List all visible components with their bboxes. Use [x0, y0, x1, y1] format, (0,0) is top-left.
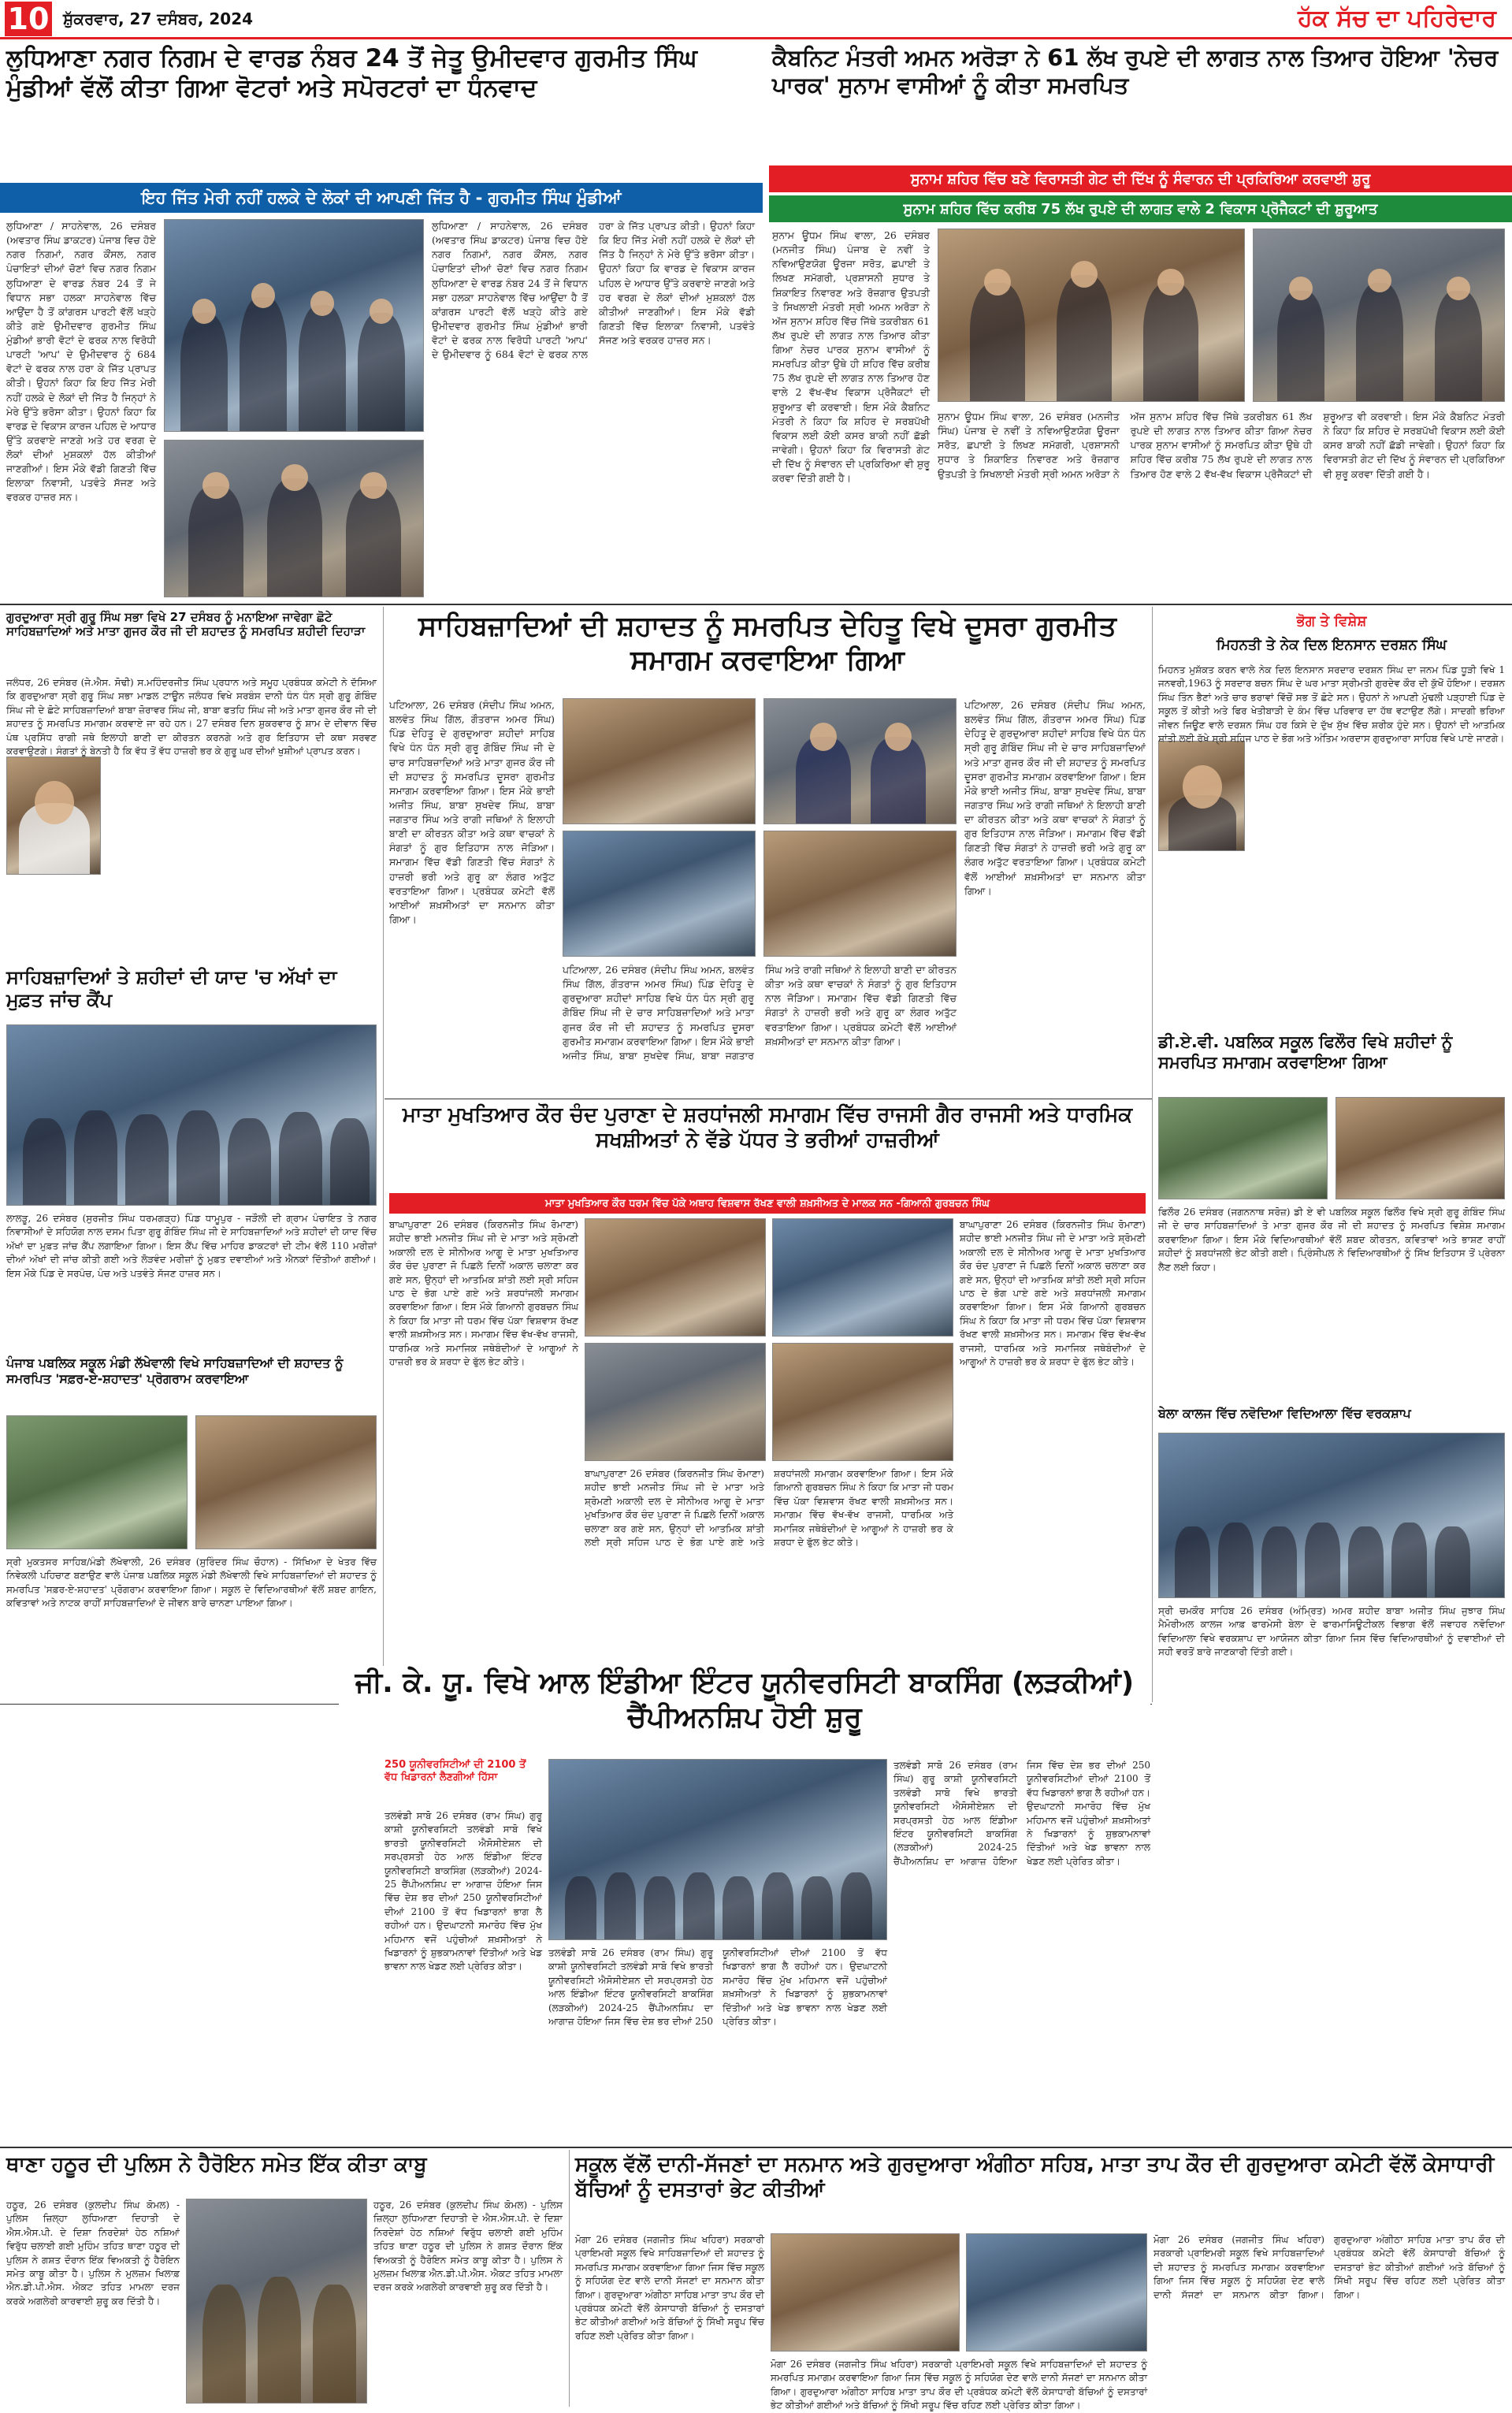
gku-body: ਤਲਵੰਡੀ ਸਾਬੋ 26 ਦਸੰਬਰ (ਰਾਮ ਸਿੰਘ) ਗੁਰੂ ਕਾਸ਼ੀ ਯੂਨੀਵਰਸਿਟੀ ਤਲਵੰਡੀ ਸਾਬੋ ਵਿਖੇ ਭਾਰਤੀ ਯੂਨੀਵਰਸਿਟੀ ਐਸੋਸੀਏਸ਼ਨ ਦੀ ਸਰਪ੍ਰਸਤੀ ਹੇਠ ਆਲ ਇੰਡੀਆ ਇੰਟਰ ਯੂਨੀਵਰਸਿਟੀ ਬਾਕਸਿੰਗ (ਲੜਕੀਆਂ) 2024-25 ਚੈਂਪੀਅਨਸ਼ਿਪ ਦਾ ਆਗਾਜ਼ ਹੋਇਆ ਜਿਸ ਵਿੱਚ ਦੇਸ਼ ਭਰ ਦੀਆਂ 250 ਯੂਨੀਵਰਸਿਟੀਆਂ ਦੀਆਂ 2100 ਤੋਂ ਵੱਧ ਖਿਡਾਰਨਾਂ ਭਾਗ ਲੈ ਰਹੀਆਂ ਹਨ। ਉਦਘਾਟਨੀ ਸਮਾਰੋਹ ਵਿੱਚ ਮੁੱਖ ਮਹਿਮਾਨ ਵਜੋਂ ਪਹੁੰਚੀਆਂ ਸ਼ਖ਼ਸੀਅਤਾਂ ਨੇ ਖਿਡਾਰਨਾਂ ਨੂੰ ਸ਼ੁਭਕਾਮਨਾਵਾਂ ਦਿੱਤੀਆਂ ਅਤੇ ਖੇਡ ਭਾਵਨਾ ਨਾਲ ਖੇਡਣ ਲਈ ਪ੍ਰੇਰਿਤ ਕੀਤਾ।: [385, 1810, 542, 1972]
mata-photo-1: [585, 1218, 766, 1337]
school-turban-body: ਮੋਗਾ 26 ਦਸੰਬਰ (ਜਗਜੀਤ ਸਿੰਘ ਖਹਿਰਾ) ਸਰਕਾਰੀ ਪ੍ਰਾਇਮਰੀ ਸਕੂਲ ਵਿਖੇ ਸਾਹਿਬਜ਼ਾਦਿਆਂ ਦੀ ਸ਼ਹਾਦਤ ਨੂੰ ਸਮਰਪਿਤ ਸਮਾਗਮ ਕਰਵਾਇਆ ਗਿਆ ਜਿਸ ਵਿੱਚ ਸਕੂਲ ਨੂੰ ਸਹਿਯੋਗ ਦੇਣ ਵਾਲੇ ਦਾਨੀ ਸੱਜਣਾਂ ਦਾ ਸਨਮਾਨ ਕੀਤਾ ਗਿਆ। ਗੁਰਦੁਆਰਾ ਅੰਗੀਠਾ ਸਾਹਿਬ ਮਾਤਾ ਤਾਪ ਕੌਰ ਦੀ ਪ੍ਰਬੰਧਕ ਕਮੇਟੀ ਵੱਲੋਂ ਕੇਸਾਧਾਰੀ ਬੱਚਿਆਂ ਨੂੰ ਦਸਤਾਰਾਂ ਭੇਟ ਕੀਤੀਆਂ ਗਈਆਂ ਅਤੇ ਬੱਚਿਆਂ ਨੂੰ ਸਿੱਖੀ ਸਰੂਪ ਵਿੱਚ ਰਹਿਣ ਲਈ ਪ੍ਰੇਰਿਤ ਕੀਤਾ ਗਿਆ।: [575, 2234, 764, 2341]
bhog-label: ਭੋਗ ਤੇ ਵਿਸ਼ੇਸ਼: [1296, 613, 1367, 630]
sahibzade-body: ਪਟਿਆਲਾ, 26 ਦਸੰਬਰ (ਸੰਦੀਪ ਸਿੰਘ ਅਮਨ, ਬਲਵੰਤ ਸਿੰਘ ਗਿੱਲ, ਗੌਤਰਾਜ ਅਮਰ ਸਿੰਘ) ਪਿੰਡ ਦੇਹਿਤੂ ਦੇ ਗੁਰਦੁਆਰਾ ਸ਼ਹੀਦਾਂ ਸਾਹਿਬ ਵਿਖੇ ਧੰਨ ਧੰਨ ਸ੍ਰੀ ਗੁਰੂ ਗੋਬਿੰਦ ਸਿੰਘ ਜੀ ਦੇ ਚਾਰ ਸਾਹਿਬਜ਼ਾਦਿਆਂ ਅਤੇ ਮਾਤਾ ਗੁਜਰ ਕੌਰ ਜੀ ਦੀ ਸ਼ਹਾਦਤ ਨੂੰ ਸਮਰਪਿਤ ਦੂਸਰਾ ਗੁਰਮੀਤ ਸਮਾਗਮ ਕਰਵਾਇਆ ਗਿਆ। ਇਸ ਮੌਕੇ ਭਾਈ ਅਜੀਤ ਸਿੰਘ, ਬਾਬਾ ਸੁਖਦੇਵ ਸਿੰਘ, ਬਾਬਾ ਜਗਤਾਰ ਸਿੰਘ ਅਤੇ ਰਾਗੀ ਜਥਿਆਂ ਨੇ ਇਲਾਹੀ ਬਾਣੀ ਦਾ ਕੀਰਤਨ ਕੀਤਾ ਅਤੇ ਕਥਾ ਵਾਚਕਾਂ ਨੇ ਸੰਗਤਾਂ ਨੂੰ ਗੁਰ ਇਤਿਹਾਸ ਨਾਲ ਜੋੜਿਆ। ਸਮਾਗਮ ਵਿੱਚ ਵੱਡੀ ਗਿਣਤੀ ਵਿੱਚ ਸੰਗਤਾਂ ਨੇ ਹਾਜ਼ਰੀ ਭਰੀ ਅਤੇ ਗੁਰੂ ਕਾ ਲੰਗਰ ਅਤੁੱਟ ਵਰਤਾਇਆ ਗਿਆ। ਪ੍ਰਬੰਧਕ ਕਮੇਟੀ ਵੱਲੋਂ ਆਈਆਂ ਸ਼ਖ਼ਸੀਅਤਾਂ ਦਾ ਸਨਮਾਨ ਕੀਤਾ ਗਿਆ।: [389, 699, 555, 925]
gku-body-3: ਤਲਵੰਡੀ ਸਾਬੋ 26 ਦਸੰਬਰ (ਰਾਮ ਸਿੰਘ) ਗੁਰੂ ਕਾਸ਼ੀ ਯੂਨੀਵਰਸਿਟੀ ਤਲਵੰਡੀ ਸਾਬੋ ਵਿਖੇ ਭਾਰਤੀ ਯੂਨੀਵਰਸਿਟੀ ਐਸੋਸੀਏਸ਼ਨ ਦੀ ਸਰਪ੍ਰਸਤੀ ਹੇਠ ਆਲ ਇੰਡੀਆ ਇੰਟਰ ਯੂਨੀਵਰਸਿਟੀ ਬਾਕਸਿੰਗ (ਲੜਕੀਆਂ) 2024-25 ਚੈਂਪੀਅਨਸ਼ਿਪ ਦਾ ਆਗਾਜ਼ ਹੋਇਆ ਜਿਸ ਵਿੱਚ ਦੇਸ਼ ਭਰ ਦੀਆਂ 250 ਯੂਨੀਵਰਸਿਟੀਆਂ ਦੀਆਂ 2100 ਤੋਂ ਵੱਧ ਖਿਡਾਰਨਾਂ ਭਾਗ ਲੈ ਰਹੀਆਂ ਹਨ। ਉਦਘਾਟਨੀ ਸਮਾਰੋਹ ਵਿੱਚ ਮੁੱਖ ਮਹਿਮਾਨ ਵਜੋਂ ਪਹੁੰਚੀਆਂ ਸ਼ਖ਼ਸੀਅਤਾਂ ਨੇ ਖਿਡਾਰਨਾਂ ਨੂੰ ਸ਼ੁਭਕਾਮਨਾਵਾਂ ਦਿੱਤੀਆਂ ਅਤੇ ਖੇਡ ਭਾਵਨਾ ਨਾਲ ਖੇਡਣ ਲਈ ਪ੍ਰੇਰਿਤ ਕੀਤਾ।: [893, 1760, 1150, 1867]
cabinet-subhead-2: ਸੁਨਾਮ ਸ਼ਹਿਰ ਵਿੱਚ ਕਰੀਬ 75 ਲੱਖ ਰੁਪਏ ਦੀ ਲਾਗਤ ਵਾਲੇ 2 ਵਿਕਾਸ ਪ੍ਰੋਜੈਕਟਾਂ ਦੀ ਸ਼ੁਰੂਆਤ: [769, 195, 1512, 222]
paper-name: ਹੱਕ ਸੱਚ ਦਾ ਪਹਿਰੇਦਾਰ: [1298, 5, 1496, 32]
sahibzade-body-2: ਪਟਿਆਲਾ, 26 ਦਸੰਬਰ (ਸੰਦੀਪ ਸਿੰਘ ਅਮਨ, ਬਲਵੰਤ ਸਿੰਘ ਗਿੱਲ, ਗੌਤਰਾਜ ਅਮਰ ਸਿੰਘ) ਪਿੰਡ ਦੇਹਿਤੂ ਦੇ ਗੁਰਦੁਆਰਾ ਸ਼ਹੀਦਾਂ ਸਾਹਿਬ ਵਿਖੇ ਧੰਨ ਧੰਨ ਸ੍ਰੀ ਗੁਰੂ ਗੋਬਿੰਦ ਸਿੰਘ ਜੀ ਦੇ ਚਾਰ ਸਾਹਿਬਜ਼ਾਦਿਆਂ ਅਤੇ ਮਾਤਾ ਗੁਜਰ ਕੌਰ ਜੀ ਦੀ ਸ਼ਹਾਦਤ ਨੂੰ ਸਮਰਪਿਤ ਦੂਸਰਾ ਗੁਰਮੀਤ ਸਮਾਗਮ ਕਰਵਾਇਆ ਗਿਆ। ਇਸ ਮੌਕੇ ਭਾਈ ਅਜੀਤ ਸਿੰਘ, ਬਾਬਾ ਸੁਖਦੇਵ ਸਿੰਘ, ਬਾਬਾ ਜਗਤਾਰ ਸਿੰਘ ਅਤੇ ਰਾਗੀ ਜਥਿਆਂ ਨੇ ਇਲਾਹੀ ਬਾਣੀ ਦਾ ਕੀਰਤਨ ਕੀਤਾ ਅਤੇ ਕਥਾ ਵਾਚਕਾਂ ਨੇ ਸੰਗਤਾਂ ਨੂੰ ਗੁਰ ਇਤਿਹਾਸ ਨਾਲ ਜੋੜਿਆ। ਸਮਾਗਮ ਵਿੱਚ ਵੱਡੀ ਗਿਣਤੀ ਵਿੱਚ ਸੰਗਤਾਂ ਨੇ ਹਾਜ਼ਰੀ ਭਰੀ ਅਤੇ ਗੁਰੂ ਕਾ ਲੰਗਰ ਅਤੁੱਟ ਵਰਤਾਇਆ ਗਿਆ। ਪ੍ਰਬੰਧਕ ਕਮੇਟੀ ਵੱਲੋਂ ਆਈਆਂ ਸ਼ਖ਼ਸੀਅਤਾਂ ਦਾ ਸਨਮਾਨ ਕੀਤਾ ਗਿਆ।: [563, 964, 957, 1061]
sahibzade-body-3: ਪਟਿਆਲਾ, 26 ਦਸੰਬਰ (ਸੰਦੀਪ ਸਿੰਘ ਅਮਨ, ਬਲਵੰਤ ਸਿੰਘ ਗਿੱਲ, ਗੌਤਰਾਜ ਅਮਰ ਸਿੰਘ) ਪਿੰਡ ਦੇਹਿਤੂ ਦੇ ਗੁਰਦੁਆਰਾ ਸ਼ਹੀਦਾਂ ਸਾਹਿਬ ਵਿਖੇ ਧੰਨ ਧੰਨ ਸ੍ਰੀ ਗੁਰੂ ਗੋਬਿੰਦ ਸਿੰਘ ਜੀ ਦੇ ਚਾਰ ਸਾਹਿਬਜ਼ਾਦਿਆਂ ਅਤੇ ਮਾਤਾ ਗੁਜਰ ਕੌਰ ਜੀ ਦੀ ਸ਼ਹਾਦਤ ਨੂੰ ਸਮਰਪਿਤ ਦੂਸਰਾ ਗੁਰਮੀਤ ਸਮਾਗਮ ਕਰਵਾਇਆ ਗਿਆ। ਇਸ ਮੌਕੇ ਭਾਈ ਅਜੀਤ ਸਿੰਘ, ਬਾਬਾ ਸੁਖਦੇਵ ਸਿੰਘ, ਬਾਬਾ ਜਗਤਾਰ ਸਿੰਘ ਅਤੇ ਰਾਗੀ ਜਥਿਆਂ ਨੇ ਇਲਾਹੀ ਬਾਣੀ ਦਾ ਕੀਰਤਨ ਕੀਤਾ ਅਤੇ ਕਥਾ ਵਾਚਕਾਂ ਨੇ ਸੰਗਤਾਂ ਨੂੰ ਗੁਰ ਇਤਿਹਾਸ ਨਾਲ ਜੋੜਿਆ। ਸਮਾਗਮ ਵਿੱਚ ਵੱਡੀ ਗਿਣਤੀ ਵਿੱਚ ਸੰਗਤਾਂ ਨੇ ਹਾਜ਼ਰੀ ਭਰੀ ਅਤੇ ਗੁਰੂ ਕਾ ਲੰਗਰ ਅਤੁੱਟ ਵਰਤਾਇਆ ਗਿਆ। ਪ੍ਰਬੰਧਕ ਕਮੇਟੀ ਵੱਲੋਂ ਆਈਆਂ ਸ਼ਖ਼ਸੀਅਤਾਂ ਦਾ ਸਨਮਾਨ ਕੀਤਾ ਗਿਆ।: [964, 699, 1146, 897]
punjab-school-photo-2: [195, 1415, 377, 1549]
eye-camp-body: ਲਾਲੜੂ, 26 ਦਸੰਬਰ (ਸੁਰਜੀਤ ਸਿੰਘ ਧਰਮਗੜ੍ਹ) ਪਿੰਡ ਧਾਮੂਪੁਰ - ਜੜੌਲੀ ਦੀ ਗ੍ਰਾਮ ਪੰਚਾਇਤ ਤੇ ਨਗਰ ਨਿਵਾਸੀਆਂ ਦੇ ਸਹਿਯੋਗ ਨਾਲ ਦਸਮ ਪਿਤਾ ਗੁਰੂ ਗੋਬਿੰਦ ਸਿੰਘ ਜੀ ਦੇ ਸਾਹਿਬਜ਼ਾਦਿਆਂ ਅਤੇ ਸ਼ਹੀਦਾਂ ਦੀ ਯਾਦ ਵਿੱਚ ਅੱਖਾਂ ਦਾ ਮੁਫ਼ਤ ਜਾਂਚ ਕੈਂਪ ਲਗਾਇਆ ਗਿਆ। ਇਸ ਕੈਂਪ ਵਿੱਚ ਮਾਹਿਰ ਡਾਕਟਰਾਂ ਦੀ ਟੀਮ ਵੱਲੋਂ 110 ਮਰੀਜ਼ਾਂ ਦੀਆਂ ਅੱਖਾਂ ਦੀ ਜਾਂਚ ਕੀਤੀ ਗਈ ਅਤੇ ਲੋੜਵੰਦ ਮਰੀਜ਼ਾਂ ਨੂੰ ਮੁਫ਼ਤ ਦਵਾਈਆਂ ਅਤੇ ਐਨਕਾਂ ਦਿੱਤੀਆਂ ਗਈਆਂ। ਇਸ ਮੌਕੇ ਪਿੰਡ ਦੇ ਸਰਪੰਚ, ਪੰਚ ਅਤੇ ਪਤਵੰਤੇ ਸੱਜਣ ਹਾਜ਼ਰ ਸਨ।: [6, 1213, 377, 1279]
mata-photo-3: [772, 1218, 953, 1337]
dav-photo-1: [1158, 1097, 1328, 1199]
gku-body-2: ਤਲਵੰਡੀ ਸਾਬੋ 26 ਦਸੰਬਰ (ਰਾਮ ਸਿੰਘ) ਗੁਰੂ ਕਾਸ਼ੀ ਯੂਨੀਵਰਸਿਟੀ ਤਲਵੰਡੀ ਸਾਬੋ ਵਿਖੇ ਭਾਰਤੀ ਯੂਨੀਵਰਸਿਟੀ ਐਸੋਸੀਏਸ਼ਨ ਦੀ ਸਰਪ੍ਰਸਤੀ ਹੇਠ ਆਲ ਇੰਡੀਆ ਇੰਟਰ ਯੂਨੀਵਰਸਿਟੀ ਬਾਕਸਿੰਗ (ਲੜਕੀਆਂ) 2024-25 ਚੈਂਪੀਅਨਸ਼ਿਪ ਦਾ ਆਗਾਜ਼ ਹੋਇਆ ਜਿਸ ਵਿੱਚ ਦੇਸ਼ ਭਰ ਦੀਆਂ 250 ਯੂਨੀਵਰਸਿਟੀਆਂ ਦੀਆਂ 2100 ਤੋਂ ਵੱਧ ਖਿਡਾਰਨਾਂ ਭਾਗ ਲੈ ਰਹੀਆਂ ਹਨ। ਉਦਘਾਟਨੀ ਸਮਾਰੋਹ ਵਿੱਚ ਮੁੱਖ ਮਹਿਮਾਨ ਵਜੋਂ ਪਹੁੰਚੀਆਂ ਸ਼ਖ਼ਸੀਅਤਾਂ ਨੇ ਖਿਡਾਰਨਾਂ ਨੂੰ ਸ਼ੁਭਕਾਮਨਾਵਾਂ ਦਿੱਤੀਆਂ ਅਤੇ ਖੇਡ ਭਾਵਨਾ ਨਾਲ ਖੇਡਣ ਲਈ ਪ੍ਰੇਰਿਤ ਕੀਤਾ।: [548, 1947, 887, 2027]
ludhiana-photo-1: [164, 219, 424, 432]
sahibzade-photo-4: [763, 831, 957, 957]
dav-photo-2: [1336, 1097, 1505, 1199]
eye-camp-headline: ਸਾਹਿਬਜ਼ਾਦਿਆਂ ਤੇ ਸ਼ਹੀਦਾਂ ਦੀ ਯਾਦ 'ਚ ਅੱਖਾਂ ਦਾ ਮੁਫ਼ਤ ਜਾਂਚ ਕੈਂਪ: [6, 966, 337, 1012]
school-turban-body-3: ਮੋਗਾ 26 ਦਸੰਬਰ (ਜਗਜੀਤ ਸਿੰਘ ਖਹਿਰਾ) ਸਰਕਾਰੀ ਪ੍ਰਾਇਮਰੀ ਸਕੂਲ ਵਿਖੇ ਸਾਹਿਬਜ਼ਾਦਿਆਂ ਦੀ ਸ਼ਹਾਦਤ ਨੂੰ ਸਮਰਪਿਤ ਸਮਾਗਮ ਕਰਵਾਇਆ ਗਿਆ ਜਿਸ ਵਿੱਚ ਸਕੂਲ ਨੂੰ ਸਹਿਯੋਗ ਦੇਣ ਵਾਲੇ ਦਾਨੀ ਸੱਜਣਾਂ ਦਾ ਸਨਮਾਨ ਕੀਤਾ ਗਿਆ। ਗੁਰਦੁਆਰਾ ਅੰਗੀਠਾ ਸਾਹਿਬ ਮਾਤਾ ਤਾਪ ਕੌਰ ਦੀ ਪ੍ਰਬੰਧਕ ਕਮੇਟੀ ਵੱਲੋਂ ਕੇਸਾਧਾਰੀ ਬੱਚਿਆਂ ਨੂੰ ਦਸਤਾਰਾਂ ਭੇਟ ਕੀਤੀਆਂ ਗਈਆਂ ਅਤੇ ਬੱਚਿਆਂ ਨੂੰ ਸਿੱਖੀ ਸਰੂਪ ਵਿੱਚ ਰਹਿਣ ਲਈ ਪ੍ਰੇਰਿਤ ਕੀਤਾ ਗਿਆ।: [1154, 2234, 1505, 2300]
school-turban-photo-1: [771, 2233, 960, 2352]
school-turban-photo-2: [966, 2233, 1147, 2352]
eye-camp-photo: [6, 1024, 377, 1206]
ludhiana-body-2: ਲੁਧਿਆਣਾ / ਸਾਹਨੇਵਾਲ, 26 ਦਸੰਬਰ (ਅਵਤਾਰ ਸਿੰਘ ਡਾਕਟਰ) ਪੰਜਾਬ ਵਿਚ ਹੋਏ ਨਗਰ ਨਿਗਮਾਂ, ਨਗਰ ਕੌਂਸਲ, ਨਗਰ ਪੰਚਾਇਤਾਂ ਦੀਆਂ ਚੋਣਾਂ ਵਿਚ ਨਗਰ ਨਿਗਮ ਲੁਧਿਆਣਾ ਦੇ ਵਾਰਡ ਨੰਬਰ 24 ਤੋਂ ਜੇ ਵਿਧਾਨ ਸਭਾ ਹਲਕਾ ਸਾਹਨੇਵਾਲ ਵਿੱਚ ਆਉਂਦਾ ਹੈ ਤੋਂ ਕਾਂਗਰਸ ਪਾਰਟੀ ਵੱਲੋਂ ਖੜ੍ਹੇ ਕੀਤੇ ਗਏ ਉਮੀਦਵਾਰ ਗੁਰਮੀਤ ਸਿੰਘ ਮੁੰਡੀਆਂ ਭਾਰੀ ਵੋਟਾਂ ਦੇ ਫਰਕ ਨਾਲ ਵਿਰੋਧੀ ਪਾਰਟੀ 'ਆਪ' ਦੇ ਉਮੀਦਵਾਰ ਨੂੰ 684 ਵੋਟਾਂ ਦੇ ਫਰਕ ਨਾਲ ਹਰਾ ਕੇ ਜਿੱਤ ਪ੍ਰਾਪਤ ਕੀਤੀ। ਉਹਨਾਂ ਕਿਹਾ ਕਿ ਇਹ ਜਿੱਤ ਮੇਰੀ ਨਹੀਂ ਹਲਕੇ ਦੇ ਲੋਕਾਂ ਦੀ ਜਿੱਤ ਹੈ ਜਿਨ੍ਹਾਂ ਨੇ ਮੇਰੇ ਉੱਤੇ ਭਰੋਸਾ ਕੀਤਾ। ਉਹਨਾਂ ਕਿਹਾ ਕਿ ਵਾਰਡ ਦੇ ਵਿਕਾਸ ਕਾਰਜ ਪਹਿਲ ਦੇ ਆਧਾਰ ਉੱਤੇ ਕਰਵਾਏ ਜਾਣਗੇ ਅਤੇ ਹਰ ਵਰਗ ਦੇ ਲੋਕਾਂ ਦੀਆਂ ਮੁਸ਼ਕਲਾਂ ਹੱਲ ਕੀਤੀਆਂ ਜਾਣਗੀਆਂ। ਇਸ ਮੌਕੇ ਵੱਡੀ ਗਿਣਤੀ ਵਿੱਚ ਇਲਾਕਾ ਨਿਵਾਸੀ, ਪਤਵੰਤੇ ਸੱਜਣ ਅਤੇ ਵਰਕਰ ਹਾਜ਼ਰ ਸਨ।: [432, 220, 755, 361]
gku-photo: [548, 1759, 887, 1940]
page-number: 10: [5, 2, 52, 36]
school-turban-body-2: ਮੋਗਾ 26 ਦਸੰਬਰ (ਜਗਜੀਤ ਸਿੰਘ ਖਹਿਰਾ) ਸਰਕਾਰੀ ਪ੍ਰਾਇਮਰੀ ਸਕੂਲ ਵਿਖੇ ਸਾਹਿਬਜ਼ਾਦਿਆਂ ਦੀ ਸ਼ਹਾਦਤ ਨੂੰ ਸਮਰਪਿਤ ਸਮਾਗਮ ਕਰਵਾਇਆ ਗਿਆ ਜਿਸ ਵਿੱਚ ਸਕੂਲ ਨੂੰ ਸਹਿਯੋਗ ਦੇਣ ਵਾਲੇ ਦਾਨੀ ਸੱਜਣਾਂ ਦਾ ਸਨਮਾਨ ਕੀਤਾ ਗਿਆ। ਗੁਰਦੁਆਰਾ ਅੰਗੀਠਾ ਸਾਹਿਬ ਮਾਤਾ ਤਾਪ ਕੌਰ ਦੀ ਪ੍ਰਬੰਧਕ ਕਮੇਟੀ ਵੱਲੋਂ ਕੇਸਾਧਾਰੀ ਬੱਚਿਆਂ ਨੂੰ ਦਸਤਾਰਾਂ ਭੇਟ ਕੀਤੀਆਂ ਗਈਆਂ ਅਤੇ ਬੱਚਿਆਂ ਨੂੰ ਸਿੱਖੀ ਸਰੂਪ ਵਿੱਚ ਰਹਿਣ ਲਈ ਪ੍ਰੇਰਿਤ ਕੀਤਾ ਗਿਆ।: [771, 2359, 1147, 2411]
bela-photo: [1158, 1433, 1505, 1598]
gurdwara-body: ਜਲੰਧਰ, 26 ਦਸੰਬਰ (ਜੇ.ਐਸ. ਸੋਢੀ) ਸ.ਮਹਿੰਦਰਜੀਤ ਸਿੰਘ ਪ੍ਰਧਾਨ ਅਤੇ ਸਮੂਹ ਪ੍ਰਬੰਧਕ ਕਮੇਟੀ ਨੇ ਦੱਸਿਆ ਕਿ ਗੁਰਦੁਆਰਾ ਸ੍ਰੀ ਗੁਰੂ ਸਿੰਘ ਸਭਾ ਮਾਡਲ ਟਾਊਨ ਜਲੰਧਰ ਵਿਖੇ ਸਰਬੰਸ ਦਾਨੀ ਧੰਨ ਧੰਨ ਸ੍ਰੀ ਗੁਰੂ ਗੋਬਿੰਦ ਸਿੰਘ ਜੀ ਦੇ ਛੋਟੇ ਸਾਹਿਬਜ਼ਾਦਿਆਂ ਬਾਬਾ ਜ਼ੋਰਾਵਰ ਸਿੰਘ ਜੀ, ਬਾਬਾ ਫਤਹਿ ਸਿੰਘ ਜੀ ਅਤੇ ਮਾਤਾ ਗੁਜਰ ਕੌਰ ਜੀ ਦੀ ਸ਼ਹਾਦਤ ਨੂੰ ਸਮਰਪਿਤ ਸਮਾਗਮ ਕਰਵਾਏ ਜਾ ਰਹੇ ਹਨ। 27 ਦਸੰਬਰ ਦਿਨ ਸ਼ੁਕਰਵਾਰ ਨੂੰ ਸ਼ਾਮ ਦੇ ਦੀਵਾਨ ਵਿੱਚ ਪੰਥ ਪ੍ਰਸਿੱਧ ਰਾਗੀ ਜਥੇ ਇਲਾਹੀ ਬਾਣੀ ਦਾ ਕੀਰਤਨ ਕਰਨਗੇ ਅਤੇ ਗੁਰ ਇਤਿਹਾਸ ਦੀ ਕਥਾ ਸਰਵਣ ਕਰਵਾਉਣਗੇ। ਸੰਗਤਾਂ ਨੂੰ ਬੇਨਤੀ ਹੈ ਕਿ ਵੱਧ ਤੋਂ ਵੱਧ ਹਾਜ਼ਰੀ ਭਰ ਕੇ ਗੁਰੂ ਘਰ ਦੀਆਂ ਖੁਸ਼ੀਆਂ ਪ੍ਰਾਪਤ ਕਰਨ।: [6, 677, 377, 757]
mata-body: ਬਾਘਾਪੁਰਾਣਾ 26 ਦਸੰਬਰ (ਕਿਰਨਜੀਤ ਸਿੰਘ ਰੋਮਾਣਾ) ਸ਼ਹੀਦ ਭਾਈ ਮਨਜੀਤ ਸਿੰਘ ਜੀ ਦੇ ਮਾਤਾ ਅਤੇ ਸ਼੍ਰੋਮਣੀ ਅਕਾਲੀ ਦਲ ਦੇ ਸੀਨੀਅਰ ਆਗੂ ਦੇ ਮਾਤਾ ਮੁਖਤਿਆਰ ਕੌਰ ਚੰਦ ਪੁਰਾਣਾ ਜੋ ਪਿਛਲੇ ਦਿਨੀਂ ਅਕਾਲ ਚਲਾਣਾ ਕਰ ਗਏ ਸਨ, ਉਨ੍ਹਾਂ ਦੀ ਆਤਮਿਕ ਸ਼ਾਂਤੀ ਲਈ ਸ੍ਰੀ ਸਹਿਜ ਪਾਠ ਦੇ ਭੋਗ ਪਾਏ ਗਏ ਅਤੇ ਸ਼ਰਧਾਂਜਲੀ ਸਮਾਗਮ ਕਰਵਾਇਆ ਗਿਆ। ਇਸ ਮੌਕੇ ਗਿਆਨੀ ਗੁਰਬਚਨ ਸਿੰਘ ਨੇ ਕਿਹਾ ਕਿ ਮਾਤਾ ਜੀ ਧਰਮ ਵਿੱਚ ਪੱਕਾ ਵਿਸ਼ਵਾਸ ਰੱਖਣ ਵਾਲੀ ਸ਼ਖ਼ਸੀਅਤ ਸਨ। ਸਮਾਗਮ ਵਿੱਚ ਵੱਖ-ਵੱਖ ਰਾਜਸੀ, ਧਾਰਮਿਕ ਅਤੇ ਸਮਾਜਿਕ ਜਥੇਬੰਦੀਆਂ ਦੇ ਆਗੂਆਂ ਨੇ ਹਾਜ਼ਰੀ ਭਰ ਕੇ ਸ਼ਰਧਾ ਦੇ ਫੁੱਲ ਭੇਟ ਕੀਤੇ।: [389, 1219, 578, 1367]
police-headline: ਥਾਣਾ ਹਠੂਰ ਦੀ ਪੁਲਿਸ ਨੇ ਹੈਰੋਇਨ ਸਮੇਤ ਇੱਕ ਕੀਤਾ ਕਾਬੂ: [6, 2153, 427, 2177]
bhog-headline: ਮਿਹਨਤੀ ਤੇ ਨੇਕ ਦਿਲ ਇਨਸਾਨ ਦਰਸ਼ਨ ਸਿੰਘ: [1216, 637, 1447, 653]
ludhiana-body: ਲੁਧਿਆਣਾ / ਸਾਹਨੇਵਾਲ, 26 ਦਸੰਬਰ (ਅਵਤਾਰ ਸਿੰਘ ਡਾਕਟਰ) ਪੰਜਾਬ ਵਿਚ ਹੋਏ ਨਗਰ ਨਿਗਮਾਂ, ਨਗਰ ਕੌਂਸਲ, ਨਗਰ ਪੰਚਾਇਤਾਂ ਦੀਆਂ ਚੋਣਾਂ ਵਿਚ ਨਗਰ ਨਿਗਮ ਲੁਧਿਆਣਾ ਦੇ ਵਾਰਡ ਨੰਬਰ 24 ਤੋਂ ਜੇ ਵਿਧਾਨ ਸਭਾ ਹਲਕਾ ਸਾਹਨੇਵਾਲ ਵਿੱਚ ਆਉਂਦਾ ਹੈ ਤੋਂ ਕਾਂਗਰਸ ਪਾਰਟੀ ਵੱਲੋਂ ਖੜ੍ਹੇ ਕੀਤੇ ਗਏ ਉਮੀਦਵਾਰ ਗੁਰਮੀਤ ਸਿੰਘ ਮੁੰਡੀਆਂ ਭਾਰੀ ਵੋਟਾਂ ਦੇ ਫਰਕ ਨਾਲ ਵਿਰੋਧੀ ਪਾਰਟੀ 'ਆਪ' ਦੇ ਉਮੀਦਵਾਰ ਨੂੰ 684 ਵੋਟਾਂ ਦੇ ਫਰਕ ਨਾਲ ਹਰਾ ਕੇ ਜਿੱਤ ਪ੍ਰਾਪਤ ਕੀਤੀ। ਉਹਨਾਂ ਕਿਹਾ ਕਿ ਇਹ ਜਿੱਤ ਮੇਰੀ ਨਹੀਂ ਹਲਕੇ ਦੇ ਲੋਕਾਂ ਦੀ ਜਿੱਤ ਹੈ ਜਿਨ੍ਹਾਂ ਨੇ ਮੇਰੇ ਉੱਤੇ ਭਰੋਸਾ ਕੀਤਾ। ਉਹਨਾਂ ਕਿਹਾ ਕਿ ਵਾਰਡ ਦੇ ਵਿਕਾਸ ਕਾਰਜ ਪਹਿਲ ਦੇ ਆਧਾਰ ਉੱਤੇ ਕਰਵਾਏ ਜਾਣਗੇ ਅਤੇ ਹਰ ਵਰਗ ਦੇ ਲੋਕਾਂ ਦੀਆਂ ਮੁਸ਼ਕਲਾਂ ਹੱਲ ਕੀਤੀਆਂ ਜਾਣਗੀਆਂ। ਇਸ ਮੌਕੇ ਵੱਡੀ ਗਿਣਤੀ ਵਿੱਚ ਇਲਾਕਾ ਨਿਵਾਸੀ, ਪਤਵੰਤੇ ਸੱਜਣ ਅਤੇ ਵਰਕਰ ਹਾਜ਼ਰ ਸਨ।: [6, 220, 156, 504]
sahibzade-photo-3: [563, 831, 756, 957]
cabinet-subhead-1: ਸੁਨਾਮ ਸ਼ਹਿਰ ਵਿੱਚ ਬਣੇ ਵਿਰਾਸਤੀ ਗੇਟ ਦੀ ਦਿੱਖ ਨੂੰ ਸੰਵਾਰਨ ਦੀ ਪ੍ਰਕਿਰਿਆ ਕਰਵਾਈ ਸ਼ੁਰੂ: [769, 165, 1512, 192]
school-turban-headline: ਸਕੂਲ ਵੱਲੋਂ ਦਾਨੀ-ਸੱਜਣਾਂ ਦਾ ਸਨਮਾਨ ਅਤੇ ਗੁਰਦੁਆਰਾ ਅੰਗੀਠਾ ਸਹਿਬ, ਮਾਤਾ ਤਾਪ ਕੌਰ ਦੀ ਗੁਰਦੁਆਰਾ ਕਮੇਟੀ ਵੱਲੋਂ ਕੇਸਾਧਾਰੀ ਬੱਚਿਆਂ ਨੂੰ ਦਸਤਾਰਾਂ ਭੇਟ ਕੀਤੀਆਂ: [575, 2153, 1495, 2202]
cabinet-body-2: ਸੁਨਾਮ ਊਧਮ ਸਿੰਘ ਵਾਲਾ, 26 ਦਸੰਬਰ (ਮਨਜੀਤ ਸਿੰਘ) ਪੰਜਾਬ ਦੇ ਨਵੀਂ ਤੇ ਨਵਿਆਉਣਯੋਗ ਊਰਜਾ ਸਰੋਤ, ਛਪਾਈ ਤੇ ਲਿਖਣ ਸਮੱਗਰੀ, ਪ੍ਰਸ਼ਾਸਨੀ ਸੁਧਾਰ ਤੇ ਸ਼ਿਕਾਇਤ ਨਿਵਾਰਣ ਅਤੇ ਰੋਜ਼ਗਾਰ ਉਤਪਤੀ ਤੇ ਸਿਖਲਾਈ ਮੰਤਰੀ ਸ੍ਰੀ ਅਮਨ ਅਰੋੜਾ ਨੇ ਅੱਜ ਸੁਨਾਮ ਸ਼ਹਿਰ ਵਿੱਚ ਜਿੱਥੇ ਤਕਰੀਬਨ 61 ਲੱਖ ਰੁਪਏ ਦੀ ਲਾਗਤ ਨਾਲ ਤਿਆਰ ਕੀਤਾ ਗਿਆ ਨੇਚਰ ਪਾਰਕ ਸੁਨਾਮ ਵਾਸੀਆਂ ਨੂੰ ਸਮਰਪਿਤ ਕੀਤਾ ਉਥੇ ਹੀ ਸ਼ਹਿਰ ਵਿੱਚ ਕਰੀਬ 75 ਲੱਖ ਰੁਪਏ ਦੀ ਲਾਗਤ ਨਾਲ ਤਿਆਰ ਹੋਣ ਵਾਲੇ 2 ਵੱਖ-ਵੱਖ ਵਿਕਾਸ ਪ੍ਰੋਜੈਕਟਾਂ ਦੀ ਸ਼ੁਰੂਆਤ ਵੀ ਕਰਵਾਈ। ਇਸ ਮੌਕੇ ਕੈਬਨਿਟ ਮੰਤਰੀ ਨੇ ਕਿਹਾ ਕਿ ਸ਼ਹਿਰ ਦੇ ਸਰਬਪੱਖੀ ਵਿਕਾਸ ਲਈ ਕੋਈ ਕਸਰ ਬਾਕੀ ਨਹੀਂ ਛੱਡੀ ਜਾਵੇਗੀ। ਉਹਨਾਂ ਕਿਹਾ ਕਿ ਵਿਰਾਸਤੀ ਗੇਟ ਦੀ ਦਿੱਖ ਨੂੰ ਸੰਵਾਰਨ ਦੀ ਪ੍ਰਕਿਰਿਆ ਵੀ ਸ਼ੁਰੂ ਕਰਵਾ ਦਿੱਤੀ ਗਈ ਹੈ।: [938, 411, 1505, 480]
mata-headline: ਮਾਤਾ ਮੁਖਤਿਆਰ ਕੌਰ ਚੰਦ ਪੁਰਾਣਾ ਦੇ ਸ਼ਰਧਾਂਜਲੀ ਸਮਾਗਮ ਵਿੱਚ ਰਾਜਸੀ ਗੈਰ ਰਾਜਸੀ ਅਤੇ ਧਾਰਮਿਕ ਸਖਸ਼ੀਅਤਾਂ ਨੇ ਵੱਡੇ ਪੱਧਰ ਤੇ ਭਰੀਆਂ ਹਾਜ਼ਰੀਆਂ: [402, 1103, 1133, 1152]
sahibzade-headline: ਸਾਹਿਬਜ਼ਾਦਿਆਂ ਦੀ ਸ਼ਹਾਦਤ ਨੂੰ ਸਮਰਪਿਤ ਦੇਹਿਤੂ ਵਿਖੇ ਦੂਸਰਾ ਗੁਰਮੀਤ ਸਮਾਗਮ ਕਰਵਾਇਆ ਗਿਆ: [418, 611, 1116, 676]
punjab-school-headline: ਪੰਜਾਬ ਪਬਲਿਕ ਸਕੂਲ ਮੰਡੀ ਲੱਖੇਵਾਲੀ ਵਿਖੇ ਸਾਹਿਬਜ਼ਾਦਿਆਂ ਦੀ ਸ਼ਹਾਦਤ ਨੂੰ ਸਮਰਪਿਤ 'ਸਫ਼ਰ-ਏ-ਸ਼ਹਾਦਤ' ਪ੍ਰੋਗਰਾਮ ਕਰਵਾਇਆ: [6, 1355, 344, 1386]
punjab-school-body: ਸ੍ਰੀ ਮੁਕਤਸਰ ਸਾਹਿਬ/ਮੰਡੀ ਲੱਖੇਵਾਲੀ, 26 ਦਸੰਬਰ (ਸੁਰਿੰਦਰ ਸਿੰਘ ਚੌਹਾਨ) - ਸਿੱਖਿਆ ਦੇ ਖੇਤਰ ਵਿੱਚ ਨਿਵੇਕਲੀ ਪਹਿਚਾਣ ਬਣਾਉਣ ਵਾਲੇ ਪੰਜਾਬ ਪਬਲਿਕ ਸਕੂਲ ਮੰਡੀ ਲੱਖੇਵਾਲੀ ਵਿਖੇ ਸਾਹਿਬਜ਼ਾਦਿਆਂ ਦੀ ਸ਼ਹਾਦਤ ਨੂੰ ਸਮਰਪਿਤ 'ਸਫ਼ਰ-ਏ-ਸ਼ਹਾਦਤ' ਪ੍ਰੋਗਰਾਮ ਕਰਵਾਇਆ ਗਿਆ। ਸਕੂਲ ਦੇ ਵਿਦਿਆਰਥੀਆਂ ਵੱਲੋਂ ਸ਼ਬਦ ਗਾਇਨ, ਕਵਿਤਾਵਾਂ ਅਤੇ ਨਾਟਕ ਰਾਹੀਂ ਸਾਹਿਬਜ਼ਾਦਿਆਂ ਦੇ ਜੀਵਨ ਬਾਰੇ ਚਾਨਣਾ ਪਾਇਆ ਗਿਆ।: [6, 1556, 377, 1609]
cabinet-headline: ਕੈਬਨਿਟ ਮੰਤਰੀ ਅਮਨ ਅਰੋੜਾ ਨੇ 61 ਲੱਖ ਰੁਪਏ ਦੀ ਲਾਗਤ ਨਾਲ ਤਿਆਰ ਹੋਇਆ 'ਨੇਚਰ ਪਾਰਕ' ਸੁਨਾਮ ਵਾਸੀਆਂ ਨੂੰ ਕੀਤਾ ਸਮਰਪਿਤ: [772, 44, 1499, 99]
bela-headline: ਬੇਲਾ ਕਾਲਜ ਵਿੱਚ ਨਵੋਦਿਆ ਵਿਦਿਆਲਾ ਵਿੱਚ ਵਰਕਸ਼ਾਪ: [1158, 1406, 1411, 1421]
ludhiana-subhead: ਇਹ ਜਿੱਤ ਮੇਰੀ ਨਹੀਂ ਹਲਕੇ ਦੇ ਲੋਕਾਂ ਦੀ ਆਪਣੀ ਜਿੱਤ ਹੈ - ਗੁਰਮੀਤ ਸਿੰਘ ਮੁੰਡੀਆਂ: [0, 183, 763, 213]
mata-subhead: ਮਾਤਾ ਮੁਖਤਿਆਰ ਕੌਰ ਧਰਮ ਵਿੱਚ ਪੱਕੇ ਅਥਾਹ ਵਿਸ਼ਵਾਸ ਰੱਖਣ ਵਾਲੀ ਸ਼ਖ਼ਸੀਅਤ ਦੇ ਮਾਲਕ ਸਨ -ਗਿਆਨੀ ਗੁਰਬਚਨ ਸਿੰਘ: [389, 1193, 1146, 1214]
ludhiana-photo-2: [164, 440, 424, 597]
police-body-2: ਹਠੂਰ, 26 ਦਸੰਬਰ (ਕੁਲਦੀਪ ਸਿੰਘ ਕੋਮਲ) - ਪੁਲਿਸ ਜ਼ਿਲ੍ਹਾ ਲੁਧਿਆਣਾ ਦਿਹਾਤੀ ਦੇ ਐਸ.ਐਸ.ਪੀ. ਦੇ ਦਿਸ਼ਾ ਨਿਰਦੇਸ਼ਾਂ ਹੇਠ ਨਸ਼ਿਆਂ ਵਿਰੁੱਧ ਚਲਾਈ ਗਈ ਮੁਹਿੰਮ ਤਹਿਤ ਥਾਣਾ ਹਠੂਰ ਦੀ ਪੁਲਿਸ ਨੇ ਗਸ਼ਤ ਦੌਰਾਨ ਇੱਕ ਵਿਅਕਤੀ ਨੂੰ ਹੈਰੋਇਨ ਸਮੇਤ ਕਾਬੂ ਕੀਤਾ ਹੈ। ਪੁਲਿਸ ਨੇ ਮੁਲਜ਼ਮ ਖਿਲਾਫ਼ ਐਨ.ਡੀ.ਪੀ.ਐਸ. ਐਕਟ ਤਹਿਤ ਮਾਮਲਾ ਦਰਜ ਕਰਕੇ ਅਗਲੇਰੀ ਕਾਰਵਾਈ ਸ਼ੁਰੂ ਕਰ ਦਿੱਤੀ ਹੈ।: [373, 2199, 563, 2293]
cabinet-photo-2: [1253, 229, 1505, 402]
cabinet-photo-1: [938, 229, 1245, 402]
mata-photo-2: [585, 1343, 766, 1461]
mata-photo-4: [772, 1343, 953, 1461]
gurdwara-headline: ਗੁਰਦੁਆਰਾ ਸ੍ਰੀ ਗੁਰੂ ਸਿੰਘ ਸਭਾ ਵਿਖੇ 27 ਦਸੰਬਰ ਨੂੰ ਮਨਾਇਆ ਜਾਵੇਗਾ ਛੋਟੇ ਸਾਹਿਬਜ਼ਾਦਿਆਂ ਅਤੇ ਮਾਤਾ ਗੁਜਰ ਕੌਰ ਜੀ ਦੀ ਸ਼ਹਾਦਤ ਨੂੰ ਸਮਰਪਿਤ ਸ਼ਹੀਦੀ ਦਿਹਾੜਾ: [6, 610, 366, 639]
gku-headline: ਜੀ. ਕੇ. ਯੂ. ਵਿਖੇ ਆਲ ਇੰਡੀਆ ਇੰਟਰ ਯੂਨੀਵਰਸਿਟੀ ਬਾਕਸਿੰਗ (ਲੜਕੀਆਂ) ਚੈਂਪੀਅਨਸ਼ਿਪ ਹੋਈ ਸ਼ੁਰੂ: [339, 1666, 1150, 1754]
cabinet-body: ਸੁਨਾਮ ਊਧਮ ਸਿੰਘ ਵਾਲਾ, 26 ਦਸੰਬਰ (ਮਨਜੀਤ ਸਿੰਘ) ਪੰਜਾਬ ਦੇ ਨਵੀਂ ਤੇ ਨਵਿਆਉਣਯੋਗ ਊਰਜਾ ਸਰੋਤ, ਛਪਾਈ ਤੇ ਲਿਖਣ ਸਮੱਗਰੀ, ਪ੍ਰਸ਼ਾਸਨੀ ਸੁਧਾਰ ਤੇ ਸ਼ਿਕਾਇਤ ਨਿਵਾਰਣ ਅਤੇ ਰੋਜ਼ਗਾਰ ਉਤਪਤੀ ਤੇ ਸਿਖਲਾਈ ਮੰਤਰੀ ਸ੍ਰੀ ਅਮਨ ਅਰੋੜਾ ਨੇ ਅੱਜ ਸੁਨਾਮ ਸ਼ਹਿਰ ਵਿੱਚ ਜਿੱਥੇ ਤਕਰੀਬਨ 61 ਲੱਖ ਰੁਪਏ ਦੀ ਲਾਗਤ ਨਾਲ ਤਿਆਰ ਕੀਤਾ ਗਿਆ ਨੇਚਰ ਪਾਰਕ ਸੁਨਾਮ ਵਾਸੀਆਂ ਨੂੰ ਸਮਰਪਿਤ ਕੀਤਾ ਉਥੇ ਹੀ ਸ਼ਹਿਰ ਵਿੱਚ ਕਰੀਬ 75 ਲੱਖ ਰੁਪਏ ਦੀ ਲਾਗਤ ਨਾਲ ਤਿਆਰ ਹੋਣ ਵਾਲੇ 2 ਵੱਖ-ਵੱਖ ਵਿਕਾਸ ਪ੍ਰੋਜੈਕਟਾਂ ਦੀ ਸ਼ੁਰੂਆਤ ਵੀ ਕਰਵਾਈ। ਇਸ ਮੌਕੇ ਕੈਬਨਿਟ ਮੰਤਰੀ ਨੇ ਕਿਹਾ ਕਿ ਸ਼ਹਿਰ ਦੇ ਸਰਬਪੱਖੀ ਵਿਕਾਸ ਲਈ ਕੋਈ ਕਸਰ ਬਾਕੀ ਨਹੀਂ ਛੱਡੀ ਜਾਵੇਗੀ। ਉਹਨਾਂ ਕਿਹਾ ਕਿ ਵਿਰਾਸਤੀ ਗੇਟ ਦੀ ਦਿੱਖ ਨੂੰ ਸੰਵਾਰਨ ਦੀ ਪ੍ਰਕਿਰਿਆ ਵੀ ਸ਼ੁਰੂ ਕਰਵਾ ਦਿੱਤੀ ਗਈ ਹੈ।: [772, 229, 930, 485]
sahibzade-photo-2: [763, 698, 957, 824]
mata-body-3: ਬਾਘਾਪੁਰਾਣਾ 26 ਦਸੰਬਰ (ਕਿਰਨਜੀਤ ਸਿੰਘ ਰੋਮਾਣਾ) ਸ਼ਹੀਦ ਭਾਈ ਮਨਜੀਤ ਸਿੰਘ ਜੀ ਦੇ ਮਾਤਾ ਅਤੇ ਸ਼੍ਰੋਮਣੀ ਅਕਾਲੀ ਦਲ ਦੇ ਸੀਨੀਅਰ ਆਗੂ ਦੇ ਮਾਤਾ ਮੁਖਤਿਆਰ ਕੌਰ ਚੰਦ ਪੁਰਾਣਾ ਜੋ ਪਿਛਲੇ ਦਿਨੀਂ ਅਕਾਲ ਚਲਾਣਾ ਕਰ ਗਏ ਸਨ, ਉਨ੍ਹਾਂ ਦੀ ਆਤਮਿਕ ਸ਼ਾਂਤੀ ਲਈ ਸ੍ਰੀ ਸਹਿਜ ਪਾਠ ਦੇ ਭੋਗ ਪਾਏ ਗਏ ਅਤੇ ਸ਼ਰਧਾਂਜਲੀ ਸਮਾਗਮ ਕਰਵਾਇਆ ਗਿਆ। ਇਸ ਮੌਕੇ ਗਿਆਨੀ ਗੁਰਬਚਨ ਸਿੰਘ ਨੇ ਕਿਹਾ ਕਿ ਮਾਤਾ ਜੀ ਧਰਮ ਵਿੱਚ ਪੱਕਾ ਵਿਸ਼ਵਾਸ ਰੱਖਣ ਵਾਲੀ ਸ਼ਖ਼ਸੀਅਤ ਸਨ। ਸਮਾਗਮ ਵਿੱਚ ਵੱਖ-ਵੱਖ ਰਾਜਸੀ, ਧਾਰਮਿਕ ਅਤੇ ਸਮਾਜਿਕ ਜਥੇਬੰਦੀਆਂ ਦੇ ਆਗੂਆਂ ਨੇ ਹਾਜ਼ਰੀ ਭਰ ਕੇ ਸ਼ਰਧਾ ਦੇ ਫੁੱਲ ਭੇਟ ਕੀਤੇ।: [960, 1219, 1146, 1367]
police-body: ਹਠੂਰ, 26 ਦਸੰਬਰ (ਕੁਲਦੀਪ ਸਿੰਘ ਕੋਮਲ) - ਪੁਲਿਸ ਜ਼ਿਲ੍ਹਾ ਲੁਧਿਆਣਾ ਦਿਹਾਤੀ ਦੇ ਐਸ.ਐਸ.ਪੀ. ਦੇ ਦਿਸ਼ਾ ਨਿਰਦੇਸ਼ਾਂ ਹੇਠ ਨਸ਼ਿਆਂ ਵਿਰੁੱਧ ਚਲਾਈ ਗਈ ਮੁਹਿੰਮ ਤਹਿਤ ਥਾਣਾ ਹਠੂਰ ਦੀ ਪੁਲਿਸ ਨੇ ਗਸ਼ਤ ਦੌਰਾਨ ਇੱਕ ਵਿਅਕਤੀ ਨੂੰ ਹੈਰੋਇਨ ਸਮੇਤ ਕਾਬੂ ਕੀਤਾ ਹੈ। ਪੁਲਿਸ ਨੇ ਮੁਲਜ਼ਮ ਖਿਲਾਫ਼ ਐਨ.ਡੀ.ਪੀ.ਐਸ. ਐਕਟ ਤਹਿਤ ਮਾਮਲਾ ਦਰਜ ਕਰਕੇ ਅਗਲੇਰੀ ਕਾਰਵਾਈ ਸ਼ੁਰੂ ਕਰ ਦਿੱਤੀ ਹੈ।: [6, 2199, 180, 2307]
dav-headline: ਡੀ.ਏ.ਵੀ. ਪਬਲਿਕ ਸਕੂਲ ਫਿਲੌਰ ਵਿਖੇ ਸ਼ਹੀਦਾਂ ਨੂੰ ਸਮਰਪਿਤ ਸਮਾਗਮ ਕਰਵਾਇਆ ਗਿਆ: [1158, 1032, 1453, 1072]
bhog-body: ਮਿਹਨਤ ਮੁਸ਼ੱਕਤ ਕਰਨ ਵਾਲੇ ਨੇਕ ਦਿਲ ਇਨਸਾਨ ਸਰਦਾਰ ਦਰਸ਼ਨ ਸਿੰਘ ਦਾ ਜਨਮ ਪਿੰਡ ਧੂੜੀ ਵਿਖੇ 1 ਜਨਵਰੀ,1963 ਨੂੰ ਸਰਦਾਰ ਬਚਨ ਸਿੰਘ ਦੇ ਘਰ ਮਾਤਾ ਸ੍ਰੀਮਤੀ ਗੁਰਦੇਵ ਕੌਰ ਦੀ ਕੁੱਖੋਂ ਹੋਇਆ। ਦਰਸ਼ਨ ਸਿੰਘ ਤਿੰਨ ਭੈਣਾਂ ਅਤੇ ਚਾਰ ਭਰਾਵਾਂ ਵਿੱਚੋਂ ਸਭ ਤੋਂ ਛੋਟੇ ਸਨ। ਉਹਨਾਂ ਨੇ ਆਪਣੀ ਮੁੱਢਲੀ ਪੜ੍ਹਾਈ ਪਿੰਡ ਦੇ ਸਕੂਲ ਤੋਂ ਕੀਤੀ ਅਤੇ ਫਿਰ ਖੇਤੀਬਾੜੀ ਦੇ ਕੰਮ ਵਿੱਚ ਪਰਿਵਾਰ ਦਾ ਹੱਥ ਵਟਾਉਣ ਲੱਗੇ। ਸਾਦਗੀ ਭਰਿਆ ਜੀਵਨ ਜਿਊਣ ਵਾਲੇ ਦਰਸ਼ਨ ਸਿੰਘ ਹਰ ਕਿਸੇ ਦੇ ਦੁੱਖ ਸੁੱਖ ਵਿੱਚ ਸ਼ਰੀਕ ਹੁੰਦੇ ਸਨ। ਉਹਨਾਂ ਦੀ ਆਤਮਿਕ ਸ਼ਾਂਤੀ ਲਈ ਰੱਖੇ ਸ੍ਰੀ ਸਹਿਜ ਪਾਠ ਦੇ ਭੋਗ ਅਤੇ ਅੰਤਿਮ ਅਰਦਾਸ ਗੁਰਦੁਆਰਾ ਸਾਹਿਬ ਵਿਖੇ ਪਾਏ ਜਾਣਗੇ।: [1158, 664, 1505, 744]
issue-date: ਸ਼ੁੱਕਰਵਾਰ, 27 ਦਸੰਬਰ, 2024: [63, 9, 254, 28]
bela-body: ਸ੍ਰੀ ਚਮਕੌਰ ਸਾਹਿਬ 26 ਦਸੰਬਰ (ਅੰਮ੍ਰਿਤ) ਅਮਰ ਸ਼ਹੀਦ ਬਾਬਾ ਅਜੀਤ ਸਿੰਘ ਜੁਝਾਰ ਸਿੰਘ ਮੈਮੋਰੀਅਲ ਕਾਲਜ ਆਫ਼ ਫਾਰਮੇਸੀ ਬੇਲਾ ਦੇ ਫਾਰਮਾਸਿਊਟੀਕਲ ਵਿਭਾਗ ਵੱਲੋਂ ਜਵਾਹਰ ਨਵੋਦਿਆ ਵਿਦਿਆਲਾ ਵਿਖੇ ਵਰਕਸ਼ਾਪ ਦਾ ਆਯੋਜਨ ਕੀਤਾ ਗਿਆ ਜਿਸ ਵਿੱਚ ਵਿਦਿਆਰਥੀਆਂ ਨੂੰ ਦਵਾਈਆਂ ਦੀ ਸਹੀ ਵਰਤੋਂ ਬਾਰੇ ਜਾਣਕਾਰੀ ਦਿੱਤੀ ਗਈ।: [1158, 1605, 1505, 1658]
ludhiana-headline: ਲੁਧਿਆਣਾ ਨਗਰ ਨਿਗਮ ਦੇ ਵਾਰਡ ਨੰਬਰ 24 ਤੋਂ ਜੇਤੂ ਉਮੀਦਵਾਰ ਗੁਰਮੀਤ ਸਿੰਘ ਮੁੰਡੀਆਂ ਵੱਲੋਂ ਕੀਤਾ ਗਿਆ ਵੋਟਰਾਂ ਅਤੇ ਸਪੋਰਟਰਾਂ ਦਾ ਧੰਨਵਾਦ: [6, 44, 697, 102]
police-photo: [186, 2199, 367, 2404]
gku-highlight: 250 ਯੂਨੀਵਰਸਿਟੀਆਂ ਦੀ 2100 ਤੋਂ ਵੱਧ ਖਿਡਾਰਨਾਂ ਲੈਣਗੀਆਂ ਹਿੱਸਾ: [385, 1759, 526, 1783]
dav-body: ਫਿਲੌਰ 26 ਦਸੰਬਰ (ਜਗਨਨਾਥ ਸਰੋਜ਼) ਡੀ ਏ ਵੀ ਪਬਲਿਕ ਸਕੂਲ ਫਿਲੌਰ ਵਿਖੇ ਸ੍ਰੀ ਗੁਰੂ ਗੋਬਿੰਦ ਸਿੰਘ ਜੀ ਦੇ ਚਾਰ ਸਾਹਿਬਜ਼ਾਦਿਆਂ ਤੇ ਮਾਤਾ ਗੁਜਰ ਕੌਰ ਜੀ ਦੀ ਸ਼ਹਾਦਤ ਨੂੰ ਸਮਰਪਿਤ ਵਿਸ਼ੇਸ਼ ਸਮਾਗਮ ਕਰਵਾਇਆ ਗਿਆ। ਇਸ ਮੌਕੇ ਵਿਦਿਆਰਥੀਆਂ ਵੱਲੋਂ ਸ਼ਬਦ ਕੀਰਤਨ, ਕਵਿਤਾਵਾਂ ਅਤੇ ਭਾਸ਼ਣ ਰਾਹੀਂ ਸ਼ਹੀਦਾਂ ਨੂੰ ਸ਼ਰਧਾਂਜਲੀ ਭੇਟ ਕੀਤੀ ਗਈ। ਪ੍ਰਿੰਸੀਪਲ ਨੇ ਵਿਦਿਆਰਥੀਆਂ ਨੂੰ ਸਿੱਖ ਇਤਿਹਾਸ ਤੋਂ ਪ੍ਰੇਰਨਾ ਲੈਣ ਲਈ ਕਿਹਾ।: [1158, 1206, 1505, 1273]
mata-body-2: ਬਾਘਾਪੁਰਾਣਾ 26 ਦਸੰਬਰ (ਕਿਰਨਜੀਤ ਸਿੰਘ ਰੋਮਾਣਾ) ਸ਼ਹੀਦ ਭਾਈ ਮਨਜੀਤ ਸਿੰਘ ਜੀ ਦੇ ਮਾਤਾ ਅਤੇ ਸ਼੍ਰੋਮਣੀ ਅਕਾਲੀ ਦਲ ਦੇ ਸੀਨੀਅਰ ਆਗੂ ਦੇ ਮਾਤਾ ਮੁਖਤਿਆਰ ਕੌਰ ਚੰਦ ਪੁਰਾਣਾ ਜੋ ਪਿਛਲੇ ਦਿਨੀਂ ਅਕਾਲ ਚਲਾਣਾ ਕਰ ਗਏ ਸਨ, ਉਨ੍ਹਾਂ ਦੀ ਆਤਮਿਕ ਸ਼ਾਂਤੀ ਲਈ ਸ੍ਰੀ ਸਹਿਜ ਪਾਠ ਦੇ ਭੋਗ ਪਾਏ ਗਏ ਅਤੇ ਸ਼ਰਧਾਂਜਲੀ ਸਮਾਗਮ ਕਰਵਾਇਆ ਗਿਆ। ਇਸ ਮੌਕੇ ਗਿਆਨੀ ਗੁਰਬਚਨ ਸਿੰਘ ਨੇ ਕਿਹਾ ਕਿ ਮਾਤਾ ਜੀ ਧਰਮ ਵਿੱਚ ਪੱਕਾ ਵਿਸ਼ਵਾਸ ਰੱਖਣ ਵਾਲੀ ਸ਼ਖ਼ਸੀਅਤ ਸਨ। ਸਮਾਗਮ ਵਿੱਚ ਵੱਖ-ਵੱਖ ਰਾਜਸੀ, ਧਾਰਮਿਕ ਅਤੇ ਸਮਾਜਿਕ ਜਥੇਬੰਦੀਆਂ ਦੇ ਆਗੂਆਂ ਨੇ ਹਾਜ਼ਰੀ ਭਰ ਕੇ ਸ਼ਰਧਾ ਦੇ ਫੁੱਲ ਭੇਟ ਕੀਤੇ।: [585, 1468, 953, 1548]
sahibzade-photo-1: [563, 698, 756, 824]
masthead: [0, 0, 1512, 39]
punjab-school-photo-1: [6, 1415, 188, 1549]
